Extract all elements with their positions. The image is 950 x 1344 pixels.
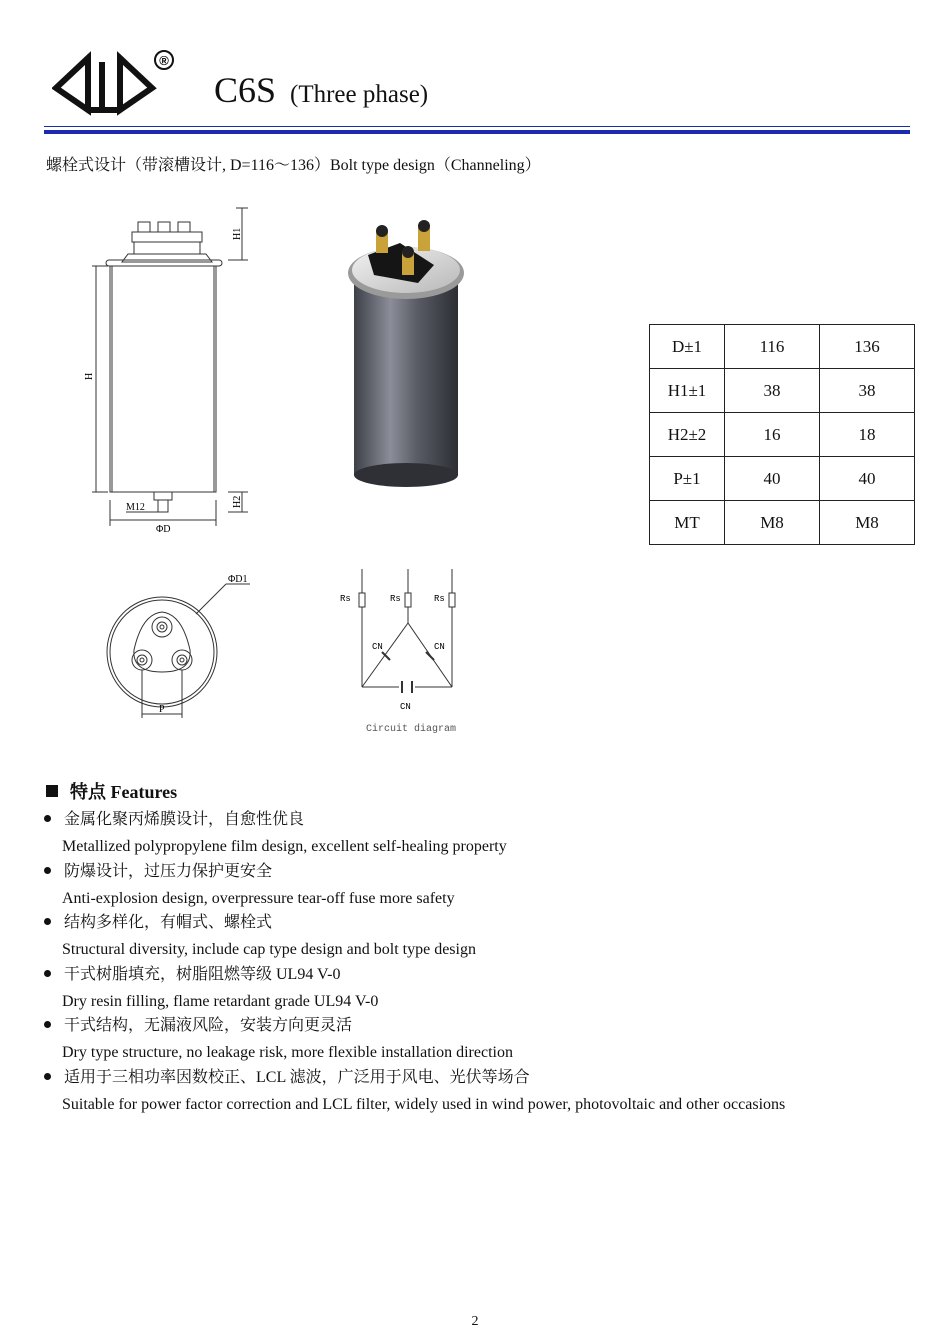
table-cell: H2±2 <box>650 413 725 457</box>
table-cell: D±1 <box>650 325 725 369</box>
rs-label-2: Rs <box>390 594 401 604</box>
table-cell: M8 <box>820 501 915 545</box>
table-cell: 116 <box>725 325 820 369</box>
feature-zh: 适用于三相功率因数校正、LCL 滤波，广泛用于风电、光伏等场合 <box>64 1068 530 1086</box>
list-item <box>44 963 924 1015</box>
rs-label-3: Rs <box>434 594 445 604</box>
table-cell: 16 <box>725 413 820 457</box>
dim-m12-label: M12 <box>126 502 145 513</box>
table-cell: MT <box>650 501 725 545</box>
table-row <box>650 413 915 457</box>
bullet-icon <box>44 970 51 977</box>
dim-h1-label: H1 <box>232 227 243 240</box>
page-number: 2 <box>471 1314 479 1329</box>
cn-label-3: CN <box>400 702 411 712</box>
feature-zh: 金属化聚丙烯膜设计，自愈性优良 <box>64 811 305 828</box>
gd-logo-icon <box>52 48 182 116</box>
model-title: C6S <box>214 70 277 110</box>
dim-h-label: H <box>84 372 95 380</box>
header-rule-thick <box>44 130 910 134</box>
feature-zh: 干式结构，无漏液风险，安装方向更灵活 <box>64 1017 353 1034</box>
top-view-drawing <box>100 572 265 722</box>
list-item <box>44 1014 924 1066</box>
cn-label-1: CN <box>372 642 383 652</box>
dim-p-label: P <box>159 704 165 715</box>
list-item <box>44 808 924 860</box>
capacitor-photo <box>338 215 473 495</box>
feature-zh: 防爆设计，过压力保护更安全 <box>64 862 273 880</box>
table-row <box>650 325 915 369</box>
table-row <box>650 457 915 501</box>
table-cell: 38 <box>725 369 820 413</box>
table-cell: P±1 <box>650 457 725 501</box>
bullet-icon <box>44 1073 51 1080</box>
side-dimension-drawing <box>78 200 268 535</box>
phase-subtitle: (Three phase) <box>290 81 429 108</box>
list-item <box>44 911 924 963</box>
feature-en: Dry type structure, no leakage risk, more flexible installation direction <box>62 1044 513 1061</box>
features-heading <box>46 779 177 805</box>
feature-en: Dry resin filling, flame retardant grade UL94 V-0 <box>62 992 379 1010</box>
feature-en: Anti-explosion design, overpressure tear-off fuse more safety <box>62 889 455 907</box>
features-list <box>44 808 924 1117</box>
dim-h2-label: H2 <box>232 495 243 508</box>
dim-d-label: ΦD <box>156 524 171 535</box>
feature-en: Suitable for power factor correction and LCL filter, widely used in wind power, photovoltaic and other occasions <box>62 1095 786 1113</box>
bullet-icon <box>44 918 51 925</box>
bullet-icon <box>44 1021 51 1028</box>
table-cell: M8 <box>725 501 820 545</box>
table-cell: 136 <box>820 325 915 369</box>
square-bullet-icon <box>46 785 58 797</box>
registered-mark: ® <box>159 53 169 68</box>
circuit-diagram <box>330 565 480 740</box>
table-cell: 40 <box>725 457 820 501</box>
list-item <box>44 1066 924 1118</box>
spec-table <box>649 324 915 545</box>
table-cell: 38 <box>820 369 915 413</box>
table-row <box>650 501 915 545</box>
bullet-icon <box>44 867 51 874</box>
feature-en: Structural diversity, include cap type design and bolt type design <box>62 941 476 958</box>
bullet-icon <box>44 815 51 822</box>
header-rule-thin <box>44 126 910 127</box>
list-item <box>44 860 924 912</box>
dim-d1-label: ΦD1 <box>228 574 248 585</box>
table-row <box>650 369 915 413</box>
table-cell: 18 <box>820 413 915 457</box>
table-cell: 40 <box>820 457 915 501</box>
rs-label-1: Rs <box>340 594 351 604</box>
feature-en: Metallized polypropylene film design, excellent self-healing property <box>62 838 507 855</box>
design-subtitle: 螺栓式设计（带滚槽设计, D=116～136）Bolt type design（Channeling） <box>46 157 541 174</box>
feature-zh: 结构多样化，有帽式、螺栓式 <box>64 914 273 931</box>
features-heading-text: 特点 Features <box>70 782 178 802</box>
cn-label-2: CN <box>434 642 445 652</box>
feature-zh: 干式树脂填充，树脂阻燃等级 UL94 V-0 <box>64 965 341 983</box>
table-cell: H1±1 <box>650 369 725 413</box>
circuit-caption: Circuit diagram <box>366 724 457 735</box>
